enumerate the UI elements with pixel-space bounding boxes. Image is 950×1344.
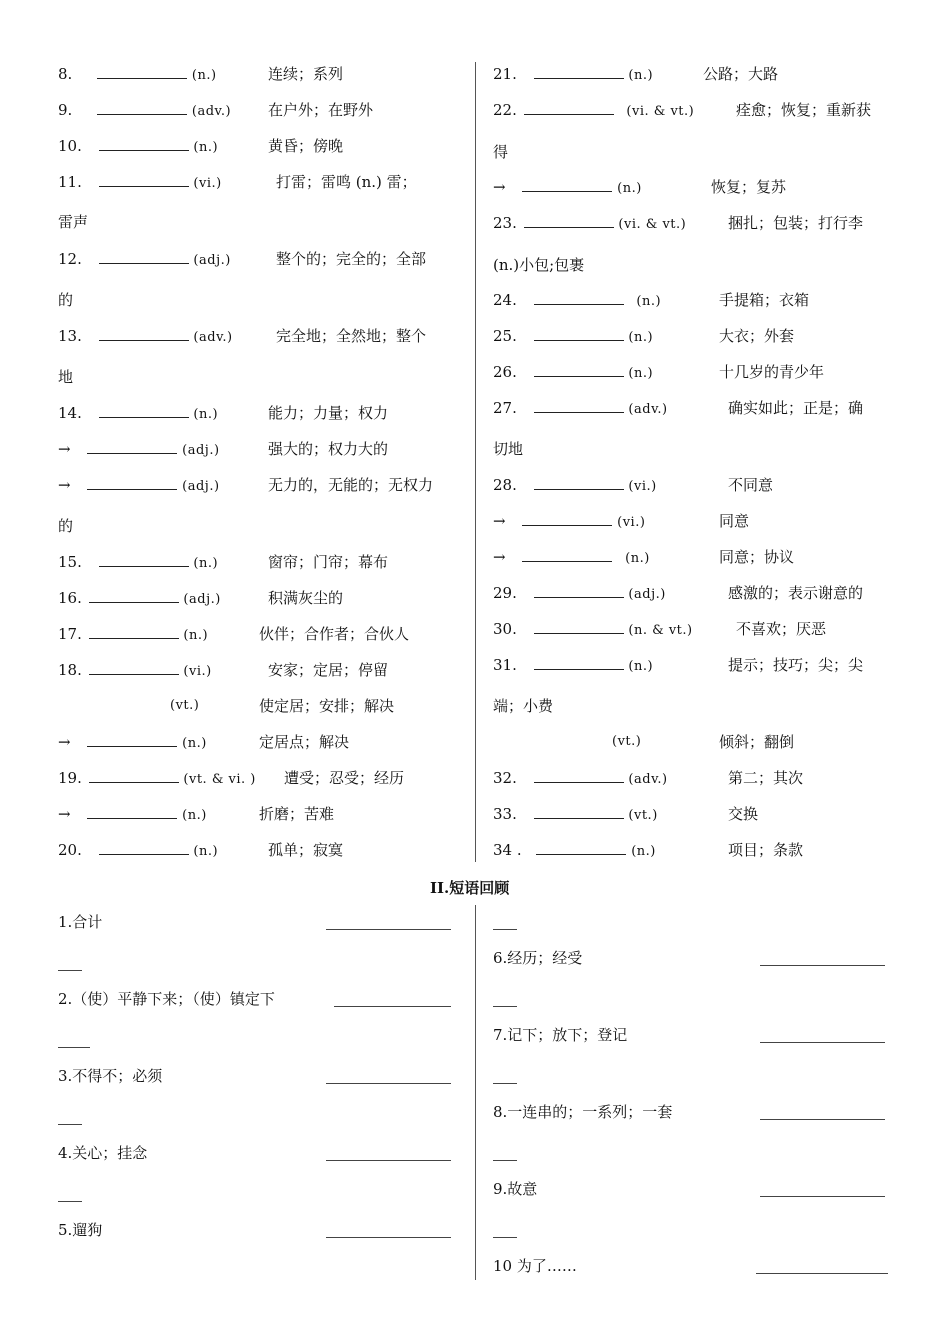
vocab-item — [493, 290, 661, 310]
item-number: 28. — [493, 476, 517, 494]
section-title: II.短语回顾 — [430, 879, 510, 897]
vocab-meaning: 整个的；完全的；全部 — [276, 250, 427, 268]
part-of-speech: (n.) — [183, 628, 209, 643]
part-of-speech: (vi. & vt.) — [626, 104, 695, 119]
vocab-item — [58, 660, 212, 680]
part-of-speech: (vi.) — [628, 479, 657, 494]
vocab-meaning: 折磨；苦难 — [259, 805, 335, 823]
phrase-prompt: 8.一连串的；一系列；一套 — [493, 1103, 673, 1121]
vocab-meaning: 痊愈；恢复；重新获 — [736, 101, 872, 119]
part-of-speech: (n. & vt.) — [628, 623, 693, 638]
vocab-item — [493, 511, 645, 531]
phrase-answer-line-cont[interactable] — [493, 1160, 517, 1161]
arrow-icon: → — [58, 805, 71, 823]
item-number: 9. — [58, 101, 73, 119]
answer-blank[interactable] — [522, 177, 612, 192]
part-of-speech: (n.) — [625, 551, 650, 566]
part-of-speech: (n.) — [193, 556, 219, 571]
item-number: 11. — [58, 173, 82, 191]
vocab-meaning: 完全地；全然地；整个 — [276, 327, 427, 345]
phrase-answer-line[interactable] — [760, 1196, 885, 1197]
vocab-item — [58, 552, 218, 572]
part-of-speech: (adv.) — [191, 104, 232, 119]
answer-blank[interactable] — [534, 655, 624, 670]
part-of-speech: (vi.) — [193, 176, 222, 191]
answer-blank[interactable] — [89, 768, 179, 783]
answer-blank[interactable] — [522, 547, 612, 562]
phrase-prompt: 7.记下；放下；登记 — [493, 1026, 628, 1044]
vocab-meaning: 定居点；解决 — [259, 733, 350, 751]
part-of-speech: (n.) — [193, 407, 219, 422]
part-of-speech: (n.) — [182, 808, 207, 823]
answer-blank[interactable] — [534, 475, 624, 490]
part-of-speech: (vt.) — [612, 734, 642, 749]
vocab-meaning: 伙伴；合作者；合伙人 — [259, 625, 410, 643]
vocab-meaning-continuation: 的 — [58, 517, 74, 535]
arrow-icon: → — [58, 733, 71, 751]
part-of-speech: (adv.) — [628, 772, 668, 787]
answer-blank[interactable] — [97, 100, 187, 115]
answer-blank[interactable] — [534, 362, 624, 377]
vocab-item — [58, 840, 218, 860]
vocab-item — [493, 100, 694, 120]
part-of-speech: (n.) — [628, 330, 654, 345]
answer-blank[interactable] — [89, 624, 179, 639]
phrase-answer-line-cont[interactable] — [58, 1201, 82, 1202]
vocab-meaning: 确实如此；正是；确 — [728, 399, 864, 417]
vocab-item — [493, 398, 668, 418]
answer-blank[interactable] — [534, 768, 624, 783]
vocab-item — [493, 475, 657, 495]
vocab-meaning: 打雷；雷鸣 (n.) 雷； — [276, 173, 417, 191]
vocab-item — [493, 768, 668, 788]
item-number: 17. — [58, 625, 82, 643]
part-of-speech: (vi.) — [617, 515, 646, 530]
vocab-meaning: 能力；力量；权力 — [268, 404, 389, 422]
phrase-answer-line[interactable] — [326, 1083, 451, 1084]
item-number: 34 . — [493, 841, 522, 859]
vocab-meaning: 十几岁的青少年 — [719, 363, 825, 381]
vocab-item — [493, 326, 653, 346]
phrase-answer-line[interactable] — [326, 1237, 451, 1238]
item-number: 20. — [58, 841, 82, 859]
answer-blank[interactable] — [89, 660, 179, 675]
item-number: 33. — [493, 805, 517, 823]
vocab-meaning: 项目；条款 — [728, 841, 804, 859]
part-of-speech: (n.) — [617, 181, 642, 196]
phrase-answer-line-cont[interactable] — [58, 970, 82, 971]
phrase-answer-line[interactable] — [756, 1273, 888, 1274]
vocab-item — [58, 403, 218, 423]
part-of-speech: (adj.) — [628, 587, 666, 602]
part-of-speech: (adv.) — [628, 402, 668, 417]
phrase-prompt: 5.遛狗 — [58, 1221, 103, 1239]
arrow-icon: → — [493, 512, 506, 530]
item-number: 13. — [58, 327, 82, 345]
arrow-icon: → — [493, 178, 506, 196]
column-divider-top — [475, 62, 476, 862]
part-of-speech: (adj.) — [182, 443, 220, 458]
vocab-item — [493, 840, 656, 860]
phrase-answer-line[interactable] — [760, 965, 885, 966]
vocab-meaning: 孤单；寂寞 — [268, 841, 344, 859]
phrase-answer-line[interactable] — [326, 1160, 451, 1161]
phrase-answer-line-cont[interactable] — [493, 1006, 517, 1007]
part-of-speech: (n.) — [628, 68, 654, 83]
vocab-item — [493, 619, 693, 639]
vocab-meaning: 使定居；安排；解决 — [259, 697, 395, 715]
vocab-meaning: 交换 — [728, 805, 759, 823]
item-number: 23. — [493, 214, 517, 232]
answer-blank[interactable] — [99, 403, 189, 418]
vocab-item — [58, 768, 256, 788]
answer-blank[interactable] — [534, 398, 624, 413]
part-of-speech: (vi.) — [183, 664, 212, 679]
vocab-meaning: 提示；技巧；尖；尖 — [728, 656, 864, 674]
vocab-meaning-continuation: (n.)小包;包裹 — [493, 256, 585, 274]
part-of-speech: (n.) — [193, 844, 219, 859]
vocab-item — [58, 624, 208, 644]
phrase-prompt: 10 为了…… — [493, 1257, 577, 1275]
part-of-speech: (n.) — [193, 140, 219, 155]
part-of-speech: (adj.) — [193, 253, 231, 268]
vocab-meaning: 手提箱；衣箱 — [719, 291, 810, 309]
part-of-speech: (vt.) — [628, 808, 658, 823]
part-of-speech: (n.) — [182, 736, 207, 751]
vocab-meaning: 安家；定居；停留 — [268, 661, 389, 679]
vocab-meaning-continuation: 端；小费 — [493, 697, 554, 715]
vocab-meaning: 遭受；忍受；经历 — [284, 769, 405, 787]
answer-blank[interactable] — [536, 840, 626, 855]
vocab-item — [493, 213, 686, 233]
arrow-icon: → — [58, 440, 71, 458]
vocab-meaning: 积满灰尘的 — [268, 589, 344, 607]
answer-blank[interactable] — [534, 583, 624, 598]
phrase-prompt: 2.（使）平静下来；（使）镇定下 — [58, 990, 275, 1008]
vocab-item — [58, 804, 207, 824]
vocab-meaning: 捆扎；包装；打行李 — [728, 214, 864, 232]
answer-blank[interactable] — [99, 326, 189, 341]
vocab-item — [493, 547, 650, 567]
answer-blank[interactable] — [99, 552, 189, 567]
item-number: 18. — [58, 661, 82, 679]
vocab-item — [493, 583, 666, 603]
item-number: 27. — [493, 399, 517, 417]
item-number: 19. — [58, 769, 82, 787]
phrase-answer-line-cont[interactable] — [58, 1124, 82, 1125]
vocab-meaning: 同意；协议 — [719, 548, 795, 566]
vocab-item — [58, 475, 220, 495]
phrase-answer-line[interactable] — [326, 929, 451, 930]
answer-blank[interactable] — [89, 588, 179, 603]
phrase-answer-line[interactable] — [760, 1042, 885, 1043]
vocab-item — [58, 439, 220, 459]
vocab-meaning: 不同意 — [728, 476, 774, 494]
answer-blank[interactable] — [99, 172, 189, 187]
item-number: 8. — [58, 65, 73, 83]
vocab-meaning-continuation: 切地 — [493, 440, 524, 458]
phrase-prompt: 6.经历；经受 — [493, 949, 583, 967]
item-number: 25. — [493, 327, 517, 345]
answer-blank[interactable] — [87, 804, 177, 819]
vocab-meaning-continuation: 得 — [493, 143, 509, 161]
part-of-speech: (n.) — [628, 659, 654, 674]
phrase-prompt: 3.不得不；必须 — [58, 1067, 163, 1085]
item-number: 10. — [58, 137, 82, 155]
answer-blank[interactable] — [534, 326, 624, 341]
item-number: 22. — [493, 101, 517, 119]
answer-blank[interactable] — [534, 804, 624, 819]
vocab-item — [493, 804, 658, 824]
phrase-answer-line[interactable] — [760, 1119, 885, 1120]
item-number: 15. — [58, 553, 82, 571]
answer-blank[interactable] — [87, 475, 177, 490]
vocab-meaning: 窗帘；门帘；幕布 — [268, 553, 389, 571]
phrase-answer-line-cont[interactable] — [58, 1047, 90, 1048]
answer-blank[interactable] — [522, 511, 612, 526]
item-number: 21. — [493, 65, 517, 83]
item-number: 29. — [493, 584, 517, 602]
vocab-item — [58, 136, 218, 156]
column-divider-bottom — [475, 905, 476, 1280]
answer-blank[interactable] — [99, 840, 189, 855]
vocab-meaning: 不喜欢；厌恶 — [736, 620, 827, 638]
vocab-meaning-continuation: 的 — [58, 291, 74, 309]
answer-blank[interactable] — [99, 136, 189, 151]
vocab-item — [58, 64, 217, 84]
vocab-item — [493, 177, 642, 197]
phrase-prompt: 4.关心；挂念 — [58, 1144, 148, 1162]
part-of-speech: (adj.) — [182, 479, 220, 494]
vocab-item — [493, 64, 653, 84]
phrase-answer-line[interactable] — [334, 1006, 451, 1007]
item-number: 26. — [493, 363, 517, 381]
phrase-answer-line-cont[interactable] — [493, 929, 517, 930]
item-number: 16. — [58, 589, 82, 607]
vocab-item — [58, 326, 233, 346]
vocab-item — [58, 172, 222, 192]
part-of-speech: (vt. & vi. ) — [183, 772, 256, 787]
vocab-item — [58, 100, 231, 120]
phrase-answer-line-cont[interactable] — [493, 1083, 517, 1084]
answer-blank[interactable] — [97, 64, 187, 79]
vocab-meaning: 在户外；在野外 — [268, 101, 374, 119]
vocab-meaning: 恢复；复苏 — [711, 178, 787, 196]
answer-blank[interactable] — [534, 64, 624, 79]
vocab-meaning: 感激的；表示谢意的 — [728, 584, 864, 602]
vocab-item — [493, 362, 653, 382]
item-number: 14. — [58, 404, 82, 422]
vocab-meaning: 同意 — [719, 512, 750, 530]
vocab-meaning: 连续；系列 — [268, 65, 344, 83]
vocab-meaning: 无力的，无能的；无权力 — [268, 476, 434, 494]
vocab-item — [58, 249, 231, 269]
item-number: 12. — [58, 250, 82, 268]
answer-blank[interactable] — [534, 619, 624, 634]
answer-blank[interactable] — [87, 439, 177, 454]
vocab-meaning: 黄昏；傍晚 — [268, 137, 344, 155]
part-of-speech: (n.) — [636, 294, 662, 309]
part-of-speech: (n.) — [191, 68, 217, 83]
arrow-icon: → — [58, 476, 71, 494]
answer-blank[interactable] — [87, 732, 177, 747]
answer-blank[interactable] — [524, 100, 614, 115]
vocab-meaning: 第二；其次 — [728, 769, 804, 787]
vocab-meaning: 大衣；外套 — [719, 327, 795, 345]
part-of-speech: (n.) — [631, 844, 656, 859]
vocab-item — [58, 588, 221, 608]
answer-blank[interactable] — [524, 213, 614, 228]
arrow-icon: → — [493, 548, 506, 566]
phrase-prompt: 9.故意 — [493, 1180, 538, 1198]
phrase-answer-line-cont[interactable] — [493, 1237, 517, 1238]
answer-blank[interactable] — [534, 290, 624, 305]
vocab-meaning-continuation: 地 — [58, 368, 74, 386]
vocab-meaning: 倾斜；翻倒 — [719, 733, 795, 751]
vocab-meaning: 强大的；权力大的 — [268, 440, 389, 458]
vocab-item — [493, 655, 653, 675]
vocab-meaning: 公路；大路 — [703, 65, 779, 83]
vocab-item — [58, 732, 207, 752]
item-number: 31. — [493, 656, 517, 674]
part-of-speech: (adv.) — [193, 330, 233, 345]
item-number: 24. — [493, 291, 517, 309]
vocab-meaning-continuation: 雷声 — [58, 213, 89, 231]
item-number: 30. — [493, 620, 517, 638]
answer-blank[interactable] — [99, 249, 189, 264]
item-number: 32. — [493, 769, 517, 787]
phrase-prompt: 1.合计 — [58, 913, 103, 931]
part-of-speech: (adj.) — [183, 592, 221, 607]
part-of-speech: (vt.) — [170, 698, 200, 713]
part-of-speech: (n.) — [628, 366, 654, 381]
part-of-speech: (vi. & vt.) — [618, 217, 687, 232]
